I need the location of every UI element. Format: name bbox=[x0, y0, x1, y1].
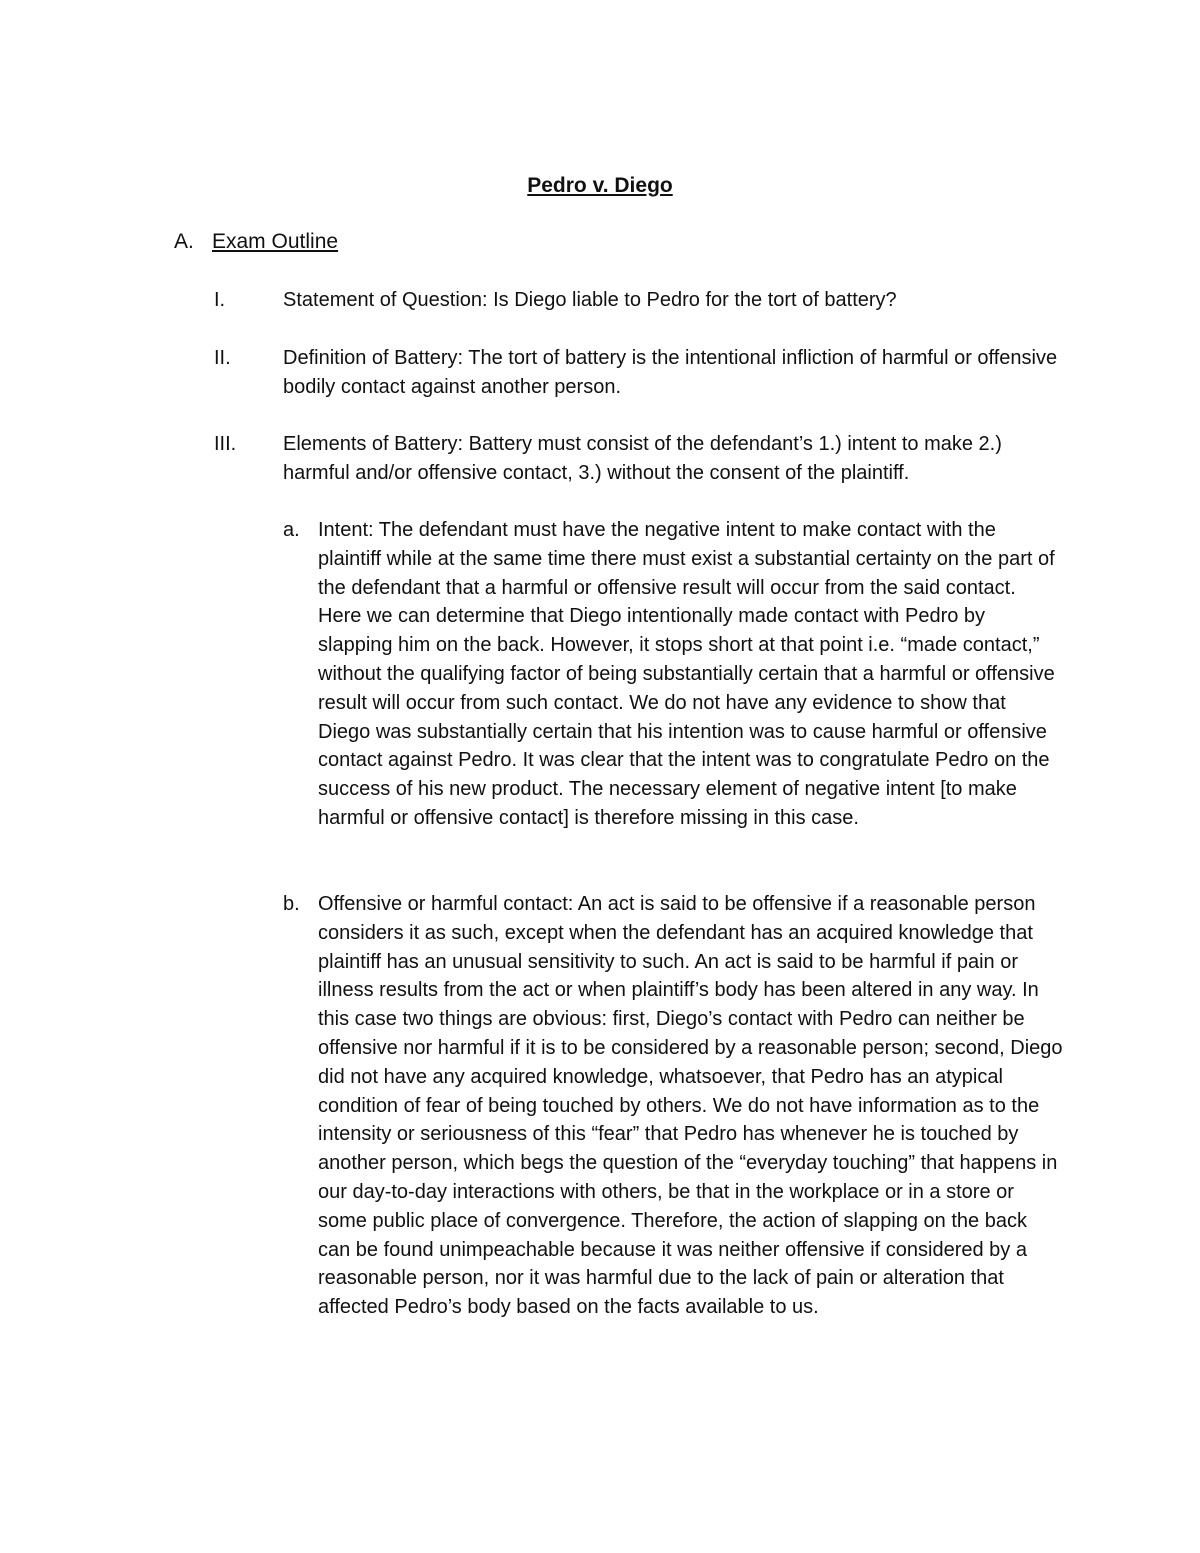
section-a bbox=[174, 228, 338, 256]
outline-item-text: Statement of Question: Is Diego liable to Pedro for the tort of battery? bbox=[283, 289, 897, 311]
document-title: Pedro v. Diego bbox=[527, 174, 673, 197]
sub-item-letter: a. bbox=[283, 519, 300, 541]
sub-item-letter: b. bbox=[283, 893, 300, 915]
sub-item-text: Intent: The defendant must have the negative intent to make contact with the plaintiff while at the same time there must exist a substantial certainty on the part of the defendant that a harmful or offensive result will occur from the said contact. Here we can determine that Diego intentionally made contact with Pedro by slapping him on the back. However, it stops short at that point i.e. “made contact,” without the qualifying factor of being substantially certain that a harmful or offensive result will occur from such contact. We do not have any evidence to show that Diego was substantially certain that his intention was to cause harmful or offensive contact against Pedro. It was clear that the intent was to congratulate Pedro on the success of his new product. The necessary element of negative intent [to make harmful or offensive contact] is therefore missing in this case. bbox=[318, 519, 1055, 829]
sub-item-offensive-contact bbox=[283, 890, 1073, 1322]
sub-item-text: Offensive or harmful contact: An act is said to be offensive if a reasonable person considers it as such, except when the defendant has an acquired knowledge that plaintiff has an unusual sensitivity to such. An act is said to be harmful if pain or illness results from the act or when plaintiff’s body has been altered in any way. In this case two things are obvious: first, Diego’s contact with Pedro can neither be offensive nor harmful if it is to be considered by a reasonable person; second, Diego did not have any acquired knowledge, whatsoever, that Pedro has an atypical condition of fear of being touched by others. We do not have information as to the intensity or seriousness of this “fear” that Pedro has whenever he is touched by another person, which begs the question of the “everyday touching” that happens in our day-to-day interactions with others, be that in the workplace or in a store or some public place of convergence. Therefore, the action of slapping on the back can be found unimpeachable because it was neither offensive if considered by a reasonable person, nor it was harmful due to the lack of pain or alteration that affected Pedro’s body based on the facts available to us. bbox=[318, 893, 1063, 1319]
sub-item-intent bbox=[283, 516, 1073, 833]
outline-item-text: Definition of Battery: The tort of battery is the intentional infliction of harmful or offensive bodily contact against another person. bbox=[283, 347, 1058, 398]
outline-item-number: III. bbox=[214, 433, 237, 455]
outline-item-1 bbox=[214, 286, 1074, 315]
section-a-heading: Exam Outline bbox=[212, 230, 339, 253]
outline-item-3 bbox=[214, 430, 1074, 488]
outline-item-number: I. bbox=[214, 289, 226, 311]
outline-item-text: Elements of Battery: Battery must consist of the defendant’s 1.) intent to make 2.) harmful and/or offensive contact, 3.) without the consent of the plaintiff. bbox=[283, 433, 1002, 484]
outline-item-2 bbox=[214, 344, 1074, 402]
outline-item-number: II. bbox=[214, 347, 231, 369]
section-a-letter: A. bbox=[174, 230, 194, 253]
